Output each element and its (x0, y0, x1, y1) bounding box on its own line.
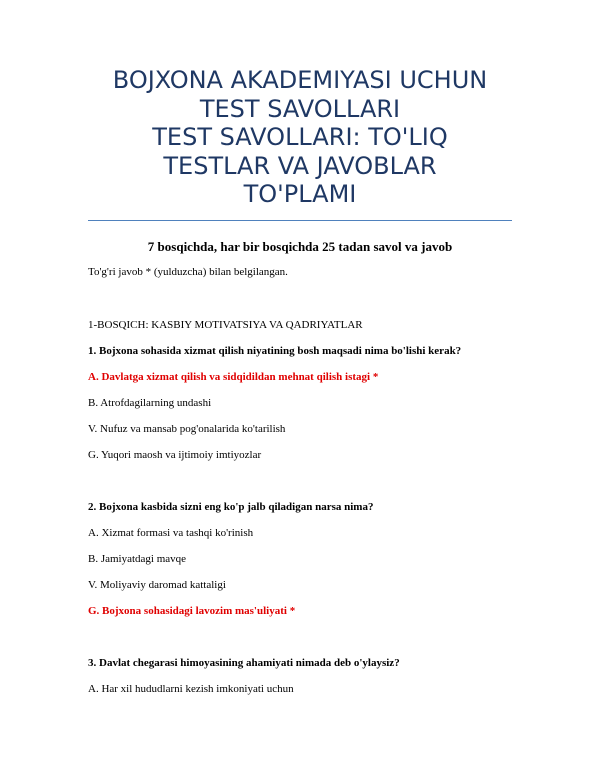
question-1-option-v: V. Nufuz va mansab pog'onalarida ko'tarilish (88, 423, 286, 435)
title-line-3: TEST SAVOLLARI: TO'LIQ (152, 123, 448, 151)
title-line-5: TO'PLAMI (243, 180, 357, 208)
title-line-2: TEST SAVOLLARI (199, 94, 401, 123)
question-3: 3. Davlat chegarasi himoyasining ahamiyati nimada deb o'ylaysiz? (88, 657, 400, 669)
question-2: 2. Bojxona kasbida sizni eng ko'p jalb qiladigan narsa nima? (88, 501, 374, 513)
question-2-option-b: B. Jamiyatdagi mavqe (88, 553, 187, 565)
document-subtitle: 7 bosqichda, har bir bosqichda 25 tadan savol va javob (147, 239, 453, 254)
document-title (70, 66, 530, 209)
question-1-option-g: G. Yuqori maosh va ijtimoiy imtiyozlar (88, 449, 262, 461)
title-divider (88, 220, 512, 221)
question-1-option-b: B. Atrofdagilarning undashi (88, 397, 212, 409)
question-1: 1. Bojxona sohasida xizmat qilish niyatining bosh maqsadi nima bo'lishi kerak? (88, 345, 462, 357)
title-line-1: BOJXONA AKADEMIYASI UCHUN (112, 66, 488, 94)
question-1-option-a-correct: A. Davlatga xizmat qilish va sidqidildan mehnat qilish istagi * (88, 371, 379, 383)
legend-note: To'g'ri javob * (yulduzcha) bilan belgilangan. (88, 266, 288, 278)
section-heading: 1-BOSQICH: KASBIY MOTIVATSIYA VA QADRIYATLAR (88, 319, 363, 331)
question-2-option-v: V. Moliyaviy daromad kattaligi (88, 579, 226, 591)
question-3-option-a: A. Har xil hududlarni kezish imkoniyati uchun (88, 683, 294, 695)
question-2-option-g-correct: G. Bojxona sohasidagi lavozim mas'uliyati * (88, 605, 296, 617)
title-line-4: TESTLAR VA JAVOBLAR (163, 151, 437, 180)
question-2-option-a: A. Xizmat formasi va tashqi ko'rinish (88, 527, 254, 539)
